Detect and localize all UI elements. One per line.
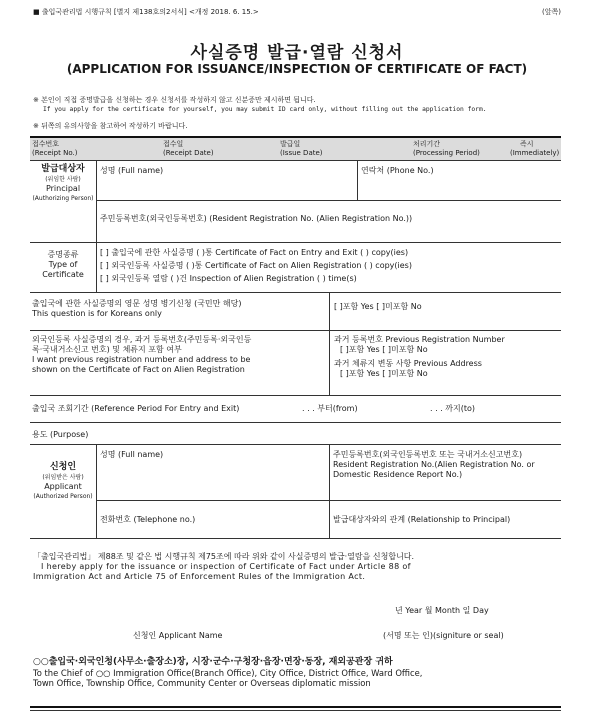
prev-addr-answer[interactable]: [ ]포함 Yes [ ]미포함 No — [340, 369, 428, 378]
english-name-answer[interactable]: [ ]포함 Yes [ ]미포함 No — [334, 302, 422, 311]
principal-reg-field[interactable]: 주민등록번호(외국인등록번호) (Resident Registration No. (Alien Registration No.)) — [100, 214, 413, 223]
bottom-border — [30, 706, 561, 708]
principal-label-en: Principal — [45, 184, 81, 193]
applicant-label-ko: 신청인 — [49, 462, 77, 472]
applicant-label-en: Applicant — [44, 482, 82, 491]
applicant-reg-line3: Domestic Residence Report No.) — [333, 470, 463, 479]
divider — [30, 330, 561, 331]
principal-label-en-sub: (Authorizing Person) — [32, 195, 94, 202]
alien-reg-q-en1: I want previous registration number and address to be — [32, 355, 251, 364]
principal-label-sub: (위임한 사람) — [45, 176, 81, 183]
applicant-label-en-sub: (Authorized Person) — [33, 493, 93, 500]
principal-label — [30, 164, 96, 203]
date-line[interactable]: 년 Year 월 Month 일 Day — [395, 606, 489, 615]
divider — [30, 292, 561, 293]
english-name-question — [32, 299, 242, 319]
principal-label-ko: 발급대상자 — [41, 164, 85, 174]
divider — [30, 538, 561, 539]
cert-type-label-ko: 증명종류 — [47, 250, 79, 259]
divider — [30, 444, 561, 445]
applicant-name-field[interactable]: 성명 (Full name) — [100, 450, 164, 459]
divider — [30, 160, 561, 161]
cert-option-alien-reg[interactable]: [ ] 외국인등록 사실증명 ( )통 Certificate of Fact on Alien Registration ( ) copy(ies) — [100, 261, 412, 270]
receipt-date — [163, 140, 214, 158]
receipt-no-en: (Receipt No.) — [32, 149, 78, 157]
recipient — [33, 657, 561, 688]
applicant-phone-field[interactable]: 전화번호 (Telephone no.) — [100, 515, 196, 524]
cert-option-entry-exit[interactable]: [ ] 출입국에 관한 사실증명 ( )통 Certificate of Fact on Entry and Exit ( ) copy(ies) — [100, 248, 409, 257]
receipt-date-ko: 접수일 — [163, 140, 184, 148]
applicant-relation-field[interactable]: 발급대상자와의 관계 (Relationship to Principal) — [333, 515, 511, 524]
declaration-en1: I hereby apply for the issuance or inspection of Certificate of Fact under Article 88 of — [41, 562, 411, 571]
applicant-reg-line1: 주민등록번호(외국인등록번호 또는 국내거소신고번호) — [333, 450, 523, 459]
immediately-en: (Immediately) — [510, 149, 560, 157]
note-self-apply — [33, 96, 561, 114]
issue-date-ko: 발급일 — [280, 140, 301, 148]
divider — [30, 422, 561, 423]
cert-type-label-en1: Type of — [48, 260, 78, 269]
divider — [30, 395, 561, 396]
applicant-label-sub: (위임받은 사람) — [42, 474, 84, 481]
alien-reg-question — [32, 335, 327, 375]
principal-name-field[interactable]: 성명 (Full name) — [100, 166, 164, 175]
issue-date-en: (Issue Date) — [280, 149, 323, 157]
processing-period — [413, 140, 480, 158]
divider — [96, 200, 561, 201]
divider — [329, 292, 330, 395]
declaration-en2: Immigration Act and Article 75 of Enforcement Rules of the Immigration Act. — [33, 572, 366, 581]
regulation-text: ■ 출입국관리법 시행규칙 [별지 제138호의2서식] <개정 2018. 6. 15.> — [33, 8, 259, 16]
reference-period-from[interactable]: . . . 부터(from) — [302, 404, 358, 413]
cert-type-label-en2: Certificate — [42, 270, 84, 279]
note1-en: If you apply for the certificate for yourself, you may submit ID card only, without filling out the application form. — [43, 106, 487, 113]
divider — [329, 444, 330, 538]
immediately-ko: 즉시 — [520, 140, 534, 148]
note-refer-back: ※ 뒤쪽의 유의사항을 참고하여 작성하기 바랍니다. — [33, 122, 188, 130]
issue-date — [280, 140, 323, 158]
cert-type-options — [100, 248, 412, 284]
divider — [96, 242, 97, 292]
prev-addr-label: 과거 체류지 변동 사항 Previous Address — [334, 359, 482, 368]
form-title: 사실증명 발급·열람 신청서 — [190, 43, 404, 63]
receipt-date-en: (Receipt Date) — [163, 149, 214, 157]
divider — [30, 242, 561, 243]
processing-en: (Processing Period) — [413, 149, 480, 157]
alien-reg-q-ko1: 외국인등록 사실증명의 경우, 과거 등록번호(주민등록·외국인등 — [32, 335, 252, 344]
reference-period-to[interactable]: . . . 까지(to) — [430, 404, 475, 413]
immediately — [510, 140, 559, 158]
applicant-reg-field[interactable] — [333, 450, 561, 480]
divider — [96, 500, 561, 501]
signature-label: 신청인 Applicant Name — [133, 631, 223, 640]
applicant-label — [30, 462, 96, 501]
alien-reg-q-en2: shown on the Certificate of Fact on Alien Registration — [32, 365, 245, 374]
reference-period-label: 출입국 조회기간 (Reference Period For Entry and Exit) — [32, 404, 240, 413]
cert-option-inspection[interactable]: [ ] 외국인등록 열람 ( )건 Inspection of Alien Registration ( ) time(s) — [100, 274, 357, 283]
processing-ko: 처리기간 — [413, 140, 441, 148]
page-side-note: (앞쪽) — [542, 8, 561, 16]
note1-ko: ※ 본인이 직접 증명발급을 신청하는 경우 신청서를 작성하지 않고 신분증만 제시하면 됩니다. — [33, 96, 316, 104]
principal-phone-field[interactable]: 연락처 (Phone No.) — [361, 166, 434, 175]
divider — [357, 160, 358, 200]
form-header — [33, 8, 561, 17]
divider — [96, 444, 97, 538]
receipt-no-ko: 접수번호 — [32, 140, 60, 148]
declaration — [33, 552, 561, 582]
purpose-field[interactable]: 용도 (Purpose) — [32, 430, 89, 439]
prev-reg-answer[interactable]: [ ]포함 Yes [ ]미포함 No — [340, 345, 428, 354]
alien-reg-q-ko2: 록·국내거소신고 번호) 및 체류지 포함 여부 — [32, 345, 182, 354]
declaration-ko: 「출입국관리법」 제88조 및 같은 법 시행규칙 제75조에 따라 위와 같이 사실증명의 발급·열람을 신청합니다. — [33, 552, 415, 561]
divider — [96, 160, 97, 242]
recipient-en1: To the Chief of ○○ Immigration Office(Branch Office), City Office, District Office, Ward Office, — [33, 668, 423, 678]
alien-reg-answers — [334, 335, 560, 379]
cert-type-label — [30, 250, 96, 280]
form-subtitle: (APPLICATION FOR ISSUANCE/INSPECTION OF CERTIFICATE OF FACT) — [66, 62, 528, 76]
receipt-no — [32, 140, 77, 158]
recipient-ko: ○○출입국·외국인청(사무소·출장소)장, 시장·군수·구청장·읍장·면장·동장, 재외공관장 귀하 — [33, 657, 393, 667]
english-name-q-ko: 출입국에 관한 사실증명의 영문 성명 병기신청 (국민만 해당) — [32, 299, 242, 308]
applicant-reg-line2: Resident Registration No.(Alien Registration No. or — [333, 460, 535, 469]
prev-reg-label: 과거 등록번호 Previous Registration Number — [334, 335, 505, 344]
signature-seal[interactable]: (서명 또는 인)(signiture or seal) — [383, 631, 504, 640]
recipient-en2: Town Office, Township Office, Community Center or Overseas diplomatic mission — [33, 678, 371, 688]
bottom-border-thin — [30, 710, 561, 711]
english-name-q-en: This question is for Koreans only — [32, 309, 162, 318]
